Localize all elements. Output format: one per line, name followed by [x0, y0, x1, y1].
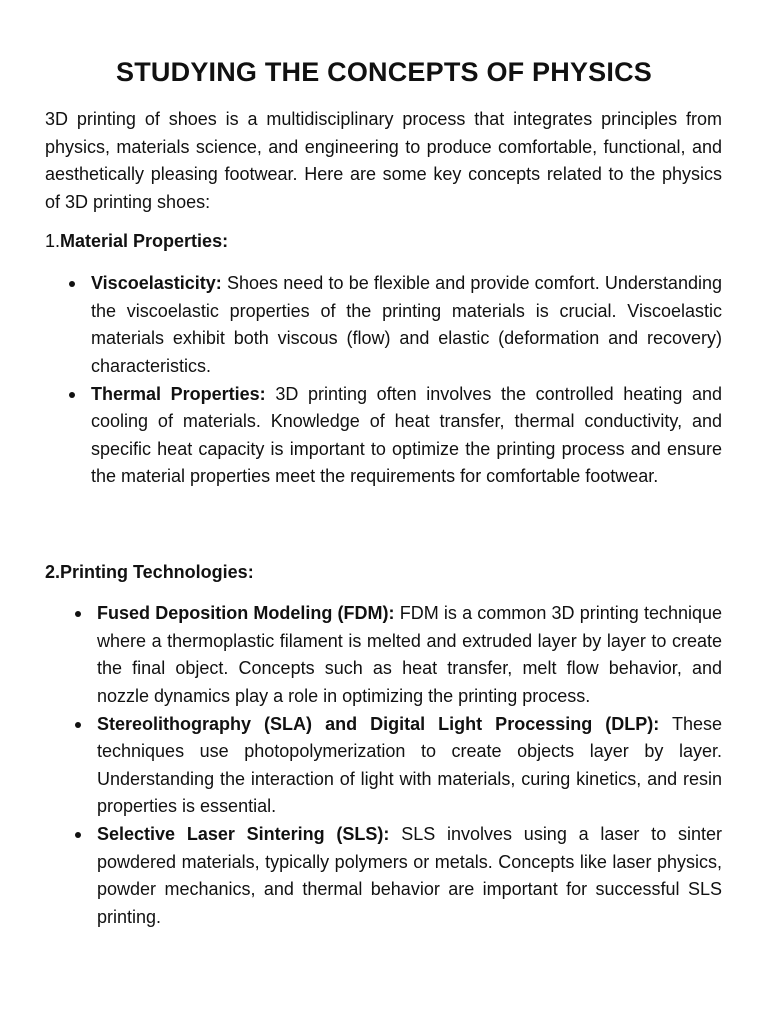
list-item — [91, 270, 722, 380]
list-item-text: Shoes need to be flexible and provide comfort. Understanding the viscoelastic properties of the printing materials is crucial. Viscoelastic materials exhibit both viscous (flow) and elastic (deformation and recovery) characteristics. — [91, 273, 722, 376]
list-item-text: These techniques use photopolymerization to create objects layer by layer. Understanding the interaction of light with materials, curing kinetics, and resin properties is essential. — [97, 713, 722, 816]
page-title: STUDYING THE CONCEPTS OF PHYSICS — [116, 57, 652, 87]
bullet-icon — [75, 832, 81, 838]
list-item — [97, 821, 722, 931]
list-item-term: Thermal Properties: — [91, 383, 266, 404]
material-properties-list — [91, 270, 722, 491]
intro-paragraph: 3D printing of shoes is a multidisciplinary process that integrates principles from physics, materials science, and engineering to produce comfortable, functional, and aesthetically pleasing footwear. Here are some key concepts related to the physics of 3D printing shoes: — [45, 109, 722, 212]
printing-technologies-list — [97, 600, 722, 932]
section-heading-material-properties — [45, 228, 722, 255]
list-item-text: FDM is a common 3D printing technique where a thermoplastic filament is melted and extruded layer by layer to create the final object. Concepts such as heat transfer, melt flow behavior, and nozzle dynamics play a role in optimizing the printing process. — [97, 603, 723, 706]
section-heading-text: Material Properties: — [60, 231, 229, 251]
list-item — [97, 600, 722, 710]
bullet-icon — [75, 722, 81, 728]
bullet-icon — [69, 281, 75, 287]
section-number: 1. — [45, 231, 61, 251]
bullet-icon — [75, 611, 81, 617]
list-item — [97, 711, 722, 821]
list-item-term: Fused Deposition Modeling (FDM): — [97, 603, 395, 623]
list-item-term: Stereolithography (SLA) and Digital Light Processing (DLP): — [97, 713, 660, 734]
bullet-icon — [69, 392, 75, 398]
section-heading-printing-technologies — [45, 559, 722, 586]
section-heading-text: Printing Technologies: — [60, 562, 254, 582]
list-item-term: Selective Laser Sintering (SLS): — [97, 824, 390, 844]
list-item-term: Viscoelasticity: — [91, 273, 222, 293]
list-item — [91, 381, 722, 491]
section-number: 2. — [45, 562, 61, 582]
list-item-text: 3D printing often involves the controlled heating and cooling of materials. Knowledge of heat transfer, thermal conductivity, and specific heat capacity is important to optimize the printing process and ensure the material properties meet the requirements for comfortable footwear. — [91, 383, 722, 486]
list-item-text: SLS involves using a laser to sinter powdered materials, typically polymers or metals. Concepts like laser physics, powder mechanics, and thermal behavior are important for successful SLS printing. — [97, 824, 722, 927]
